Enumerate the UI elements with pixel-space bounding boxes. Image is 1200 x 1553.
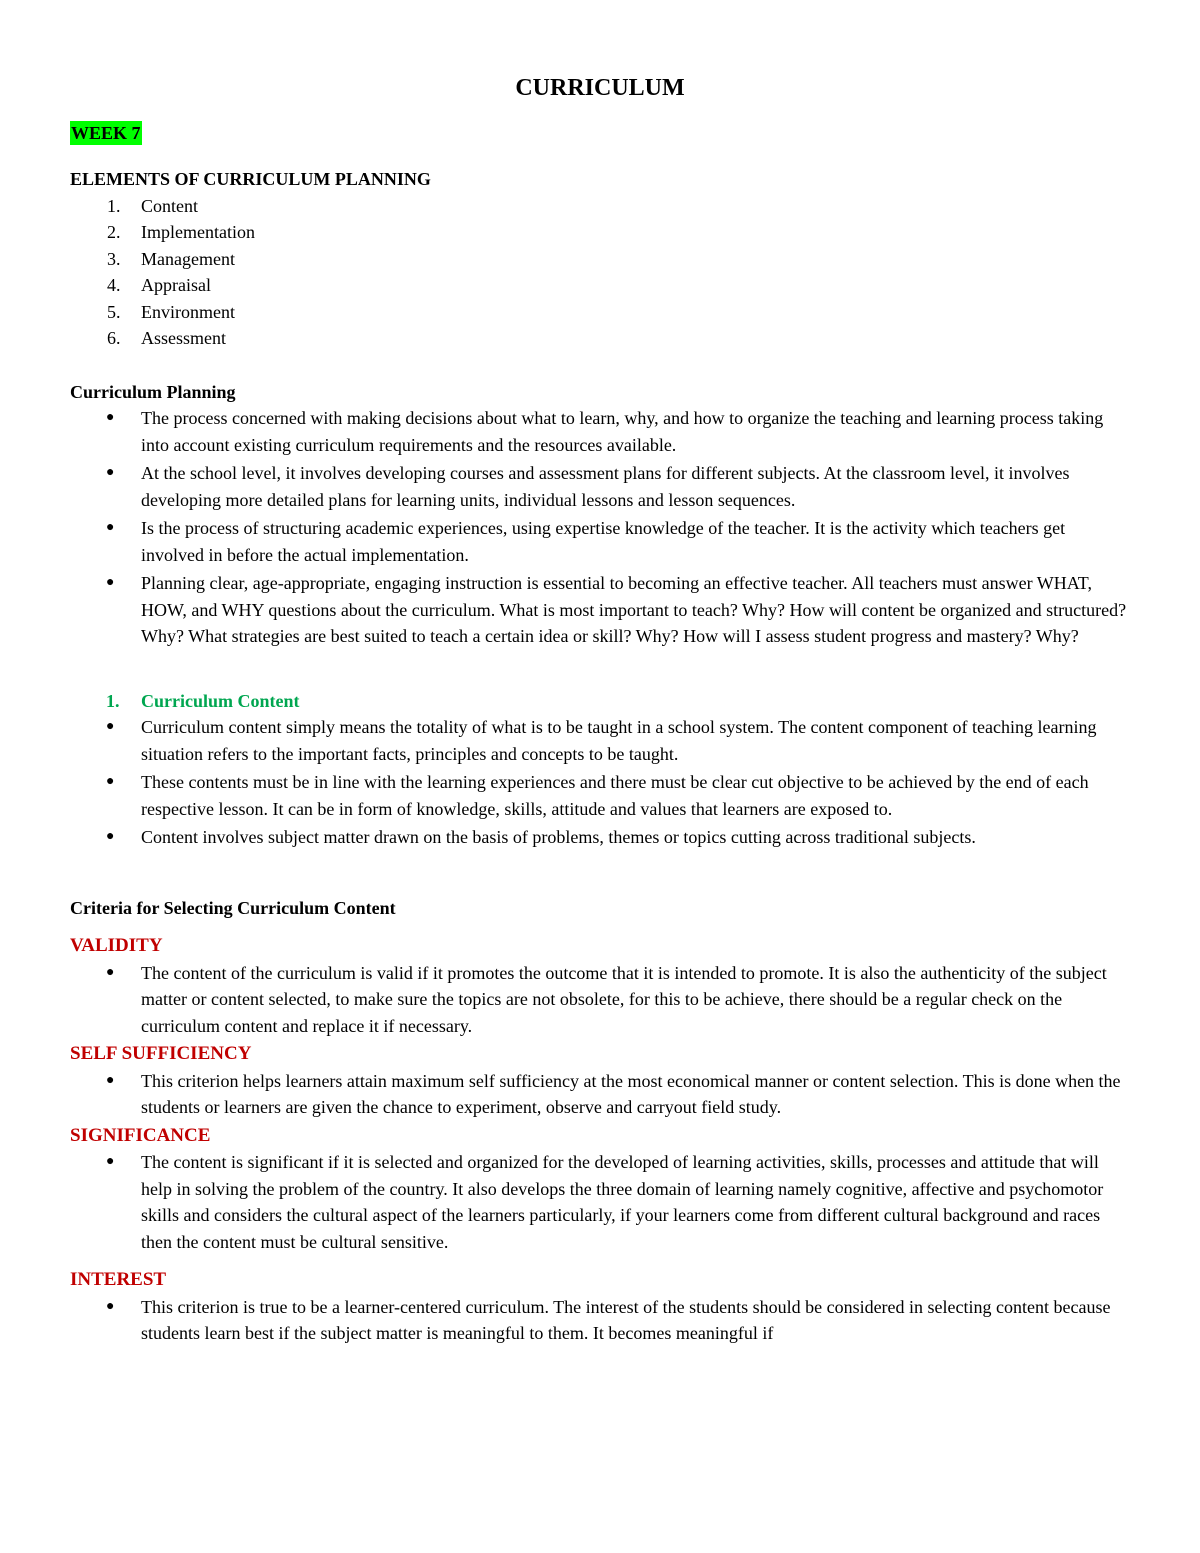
bullet-icon: ● — [106, 1154, 115, 1169]
bullet-icon: ● — [106, 829, 115, 844]
list-item: ● Curriculum content simply means the totality of what is to be taught in a school system. The content component of teaching learning situation refers to the important facts, principles and concepts to be taught. — [70, 714, 1130, 767]
list-item: ● Is the process of structuring academic experiences, using expertise knowledge of the teacher. It is the activity which teachers get involved in before the actual implementation. — [70, 515, 1130, 568]
document-title: CURRICULUM — [515, 75, 685, 101]
document-body — [70, 120, 1130, 1349]
list-item: 5. Environment — [107, 301, 235, 322]
bullet-icon: ● — [106, 1072, 115, 1088]
list-item: 3. Management — [107, 248, 235, 269]
validity-heading: VALIDITY — [70, 935, 163, 956]
interest-heading: INTEREST — [70, 1269, 167, 1290]
list-item: 2. Implementation — [107, 222, 255, 242]
bullet-icon: ● — [106, 520, 115, 535]
bullet-icon: ● — [106, 719, 115, 734]
list-item: ● This criterion helps learners attain maximum self sufficiency at the most economical manner or content selection. This is done when the students or learners are given the chance to experiment, observe and carryout field study. — [70, 1068, 1130, 1121]
list-item: ● This criterion is true to be a learner-centered curriculum. The interest of the students should be considered in selecting content because students learn best if the subject matter is meaningful to them. It becomes meaningful if — [70, 1294, 1130, 1347]
bullet-icon: ● — [106, 774, 115, 789]
list-item: 4. Appraisal — [107, 275, 211, 295]
interest-bullets — [70, 1294, 1130, 1347]
planning-bullets — [70, 405, 1130, 650]
list-item: ● The content of the curriculum is valid if it promotes the outcome that it is intended to promote. It is also the authenticity of the subject matter or content selected, to make sure the topics are not obsolete, for this to be achieve, there should be a regular check on the curriculum content and replace it if necessary. — [70, 960, 1130, 1040]
list-item: ● Planning clear, age-appropriate, engaging instruction is essential to becoming an effective teacher. All teachers must answer WHAT, HOW, and WHY questions about the curriculum. What is most important to teach? Why? How will content be organized and structured? Why? What strategies are best suited to teach a certain idea or skill? Why? How will I assess student progress and mastery? Why? — [70, 570, 1130, 650]
elements-list — [70, 193, 1130, 352]
curriculum-content-heading: 1. Curriculum Content — [106, 690, 300, 711]
bullet-icon: ● — [106, 964, 115, 980]
significance-bullets — [70, 1149, 1130, 1255]
self-sufficiency-heading: SELF SUFFICIENCY — [70, 1043, 252, 1064]
week-row — [70, 120, 1130, 147]
criteria-heading: Criteria for Selecting Curriculum Content — [70, 897, 396, 918]
significance-heading: SIGNIFICANCE — [70, 1124, 211, 1146]
list-item: 6. Assessment — [107, 328, 226, 348]
bullet-icon: ● — [106, 575, 115, 590]
elements-heading: ELEMENTS OF CURRICULUM PLANNING — [70, 169, 431, 189]
planning-heading: Curriculum Planning — [70, 381, 236, 402]
bullet-icon: ● — [106, 410, 115, 425]
bullet-icon: ● — [106, 465, 115, 480]
list-item: ● These contents must be in line with the learning experiences and there must be clear cut objective to be achieved by the end of each respective lesson. It can be in form of knowledge, skills, attitude and values that learners are exposed to. — [70, 769, 1130, 822]
bullet-icon: ● — [106, 1298, 115, 1314]
list-item: ● At the school level, it involves developing courses and assessment plans for different subjects. At the classroom level, it involves developing more detailed plans for learning units, individual lessons and lesson sequences. — [70, 460, 1130, 513]
list-item: ● The content is significant if it is selected and organized for the developed of learning activities, skills, processes and attitude that will help in solving the problem of the country. It also develops the three domain of learning namely cognitive, affective and psychomotor skills and considers the cultural aspect of the learners particularly, if your learners come from different cultural background and races then the content must be cultural sensitive. — [70, 1149, 1130, 1255]
self-sufficiency-bullets — [70, 1068, 1130, 1121]
list-item: ● Content involves subject matter drawn on the basis of problems, themes or topics cutting across traditional subjects. — [70, 824, 1130, 851]
validity-bullets — [70, 960, 1130, 1040]
list-item: ● The process concerned with making decisions about what to learn, why, and how to organize the teaching and learning process taking into account existing curriculum requirements and the resources available. — [70, 405, 1130, 458]
week-label: WEEK 7 — [71, 123, 141, 143]
list-item: 1. Content — [107, 195, 198, 216]
content-bullets — [70, 714, 1130, 851]
